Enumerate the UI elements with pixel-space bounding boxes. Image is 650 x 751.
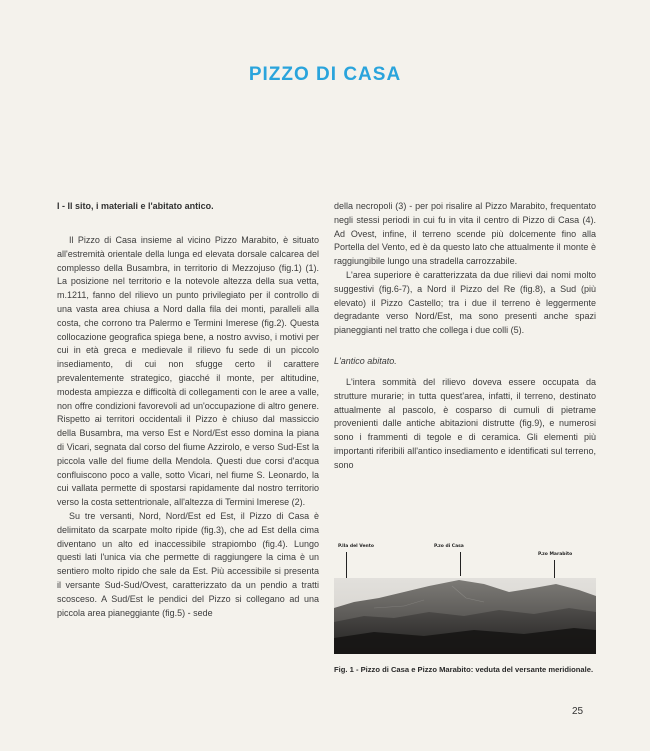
page-title: PIZZO DI CASA — [248, 64, 402, 85]
paragraph: Su tre versanti, Nord, Nord/Est ed Est, il Pizzo di Casa è delimitato da scarpate molto ripide (fig.3), che ad Est della cima diventano un alto ed inaccessibile strapiombo (fig.4). Lungo questi lati l'unica via che permette di raggiungere la cima è un sentiero molto ripido che sale da Est. Più accessibile si presenta il versante Sud-Sud/Ovest, caratterizzato da un pendio a tratti scosceso. A Sud/Est le pendici del Pizzo si collegano ad una piccola area pianeggiante (fig.5) - sede — [57, 510, 319, 618]
paragraph: L'area superiore è caratterizzata da due rilievi dai nomi molto suggestivi (fig.6-7), a Nord il Pizzo del Re (fig.8), a Sud (più elevato) il Pizzo Castello; tra i due il terreno è leggermente degradante verso Nord/Est, ma sono presenti anche spazi pianeggianti nel tratto che collega i due colli (5). — [334, 269, 596, 336]
photo-pointer — [460, 552, 461, 576]
page-number: 25 — [572, 706, 584, 717]
photo-label: P.zo Marabito — [538, 552, 573, 557]
paragraph: L'intera sommità del rilievo doveva essere occupata da strutture murarie; in tutta quest'area, infatti, il terreno, destinato attualmente al pascolo, è cosparso di cumuli di pietrame provenienti dalle antiche abitazioni distrutte (fig.9), e numerosi sono i frammenti di tegole e di ceramica. Gli elementi più importanti riferibili all'antico insediamento e identificati sul terreno, sono — [334, 376, 596, 470]
right-column — [334, 200, 596, 473]
photo-label: P.lla del Vento — [338, 544, 374, 549]
landscape-photo — [334, 578, 596, 654]
section-heading: I - Il sito, i materiali e l'abitato antico. — [57, 201, 214, 211]
figure-1 — [334, 538, 596, 654]
paragraph: della necropoli (3) - per poi risalire al Pizzo Marabito, frequentato negli stessi periodi in cui fu in vita il centro di Pizzo di Casa (4). Ad Ovest, infine, il terreno scende più dolcemente fino alla Portella del Vento, ed è da questo lato che attualmente il monte è raggiungibile lungo una stradella carrozzabile. — [334, 201, 596, 267]
photo-pointer — [554, 560, 555, 580]
photo-label: P.zo di Casa — [434, 544, 464, 549]
photo-pointer — [346, 552, 347, 578]
left-column — [57, 200, 319, 620]
paragraph: Il Pizzo di Casa insieme al vicino Pizzo Marabito, è situato all'estremità orientale della lunga ed elevata dorsale calcarea del complesso della Busambra, in territorio di Mezzojuso (fig.1) (1). La posizione nel territorio e la notevole altezza della sua vetta, m.1211, fanno del rilievo un punto privilegiato per il controllo di una vasta area chiusa a Nord dalla fila dei monti, paralleli alla costa, che corrono tra Palermo e Termini Imerese (fig.2). Questa collocazione geografica spiega bene, a nostro avviso, i motivi per cui in età greca e medievale il rilievo fu sede di un piccolo insediamento, di cui non sfugge certo il carattere prevalentemente strategico, giacché il monte, per altitudine, modesta ampiezza e difficoltà di collegamenti con le aree a valle, non offre condizioni favorevoli ad un'occupazione di altro genere. Rispetto ai territori occidentali il Pizzo è chiuso dal massiccio della Busambra, ma verso Est e Nord/Est esso domina la piana di Vicari, segnata dal corso del fiume Azzirolo, e verso Sud-Est la piccola valle del fiume della Mendola. Questi due corsi d'acqua confluiscono poco a valle, sotto Vicari, nel fiume S. Leonardo, la cui vallata permette di spostarsi rapidamente dal nostro territorio verso la costa settentrionale, all'altezza di Termini Imerese (2). — [57, 235, 319, 508]
subheading: L'antico abitato. — [334, 355, 397, 366]
figure-caption: Fig. 1 - Pizzo di Casa e Pizzo Marabito: veduta del versante meridionale. — [334, 665, 594, 674]
